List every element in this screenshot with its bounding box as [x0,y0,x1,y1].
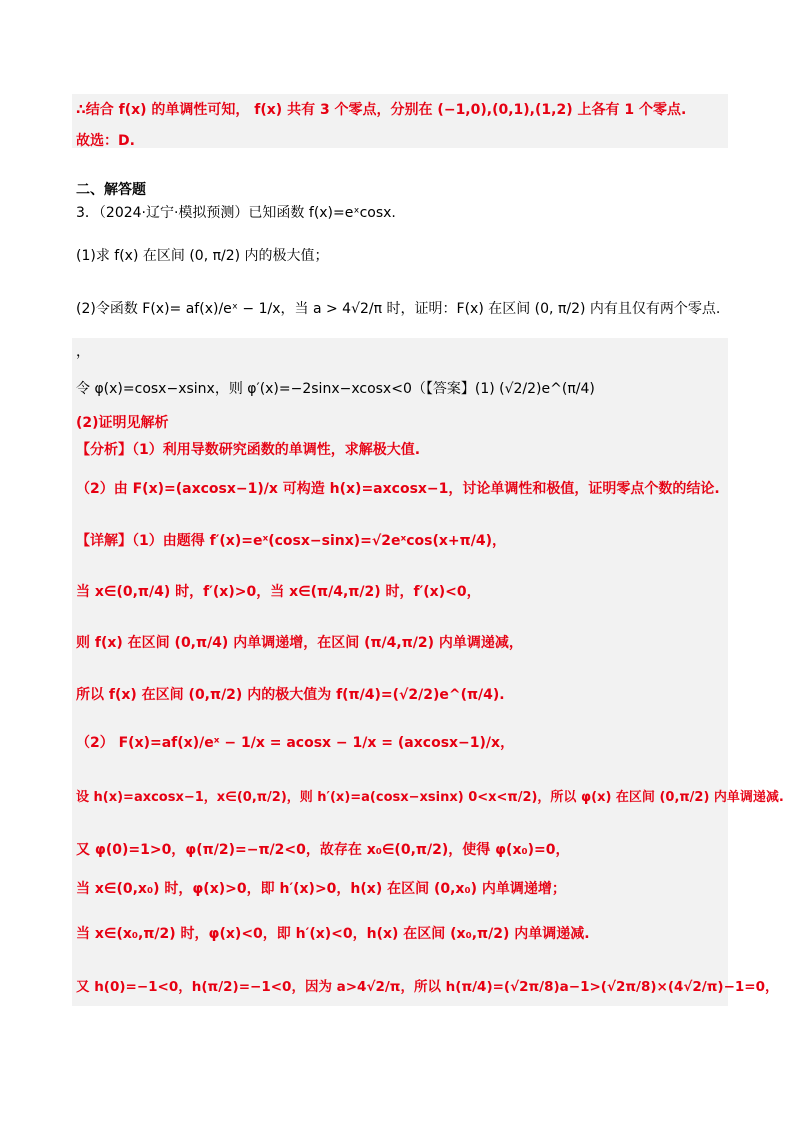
analysis-1: 【分析】（1）利用导数研究函数的单调性，求解极大值. [76,442,421,458]
conclusion-line: ∴结合 f(x) 的单调性可知， f(x) 共有 3 个零点，分别在 (−1,0),(0,1),(1,2) 上各有 1 个零点. [76,102,687,118]
section-heading: 二、解答题 [76,182,146,198]
problem-part-2: (2)令函数 F(x)= af(x)/eˣ − 1/x，当 a > 4√2/π 时，证明：F(x) 在区间 (0, π/2) 内有且仅有两个零点. [76,301,721,317]
choice-line: 故选：D. [76,133,135,149]
detail-phi-values: 又 φ(0)=1>0，φ(π/2)=−π/2<0，故存在 x₀∈(0,π/2)，使得 φ(x₀)=0， [76,842,570,858]
phi-definition-answer: 令 φ(x)=cosx−xsinx，则 φ′(x)=−2sinx−xcosx<0（【答案】(1) (√2/2)e^(π/4) [76,381,595,397]
answer-part-2: (2)证明见解析 [76,415,169,431]
detail-sign: 当 x∈(0,π/4) 时，f′(x)>0，当 x∈(π/4,π/2) 时，f′(x)<0， [76,584,481,600]
detail-decreasing: 当 x∈(x₀,π/2) 时，φ(x)<0，即 h′(x)<0，h(x) 在区间 (x₀,π/2) 内单调递减. [76,926,590,942]
analysis-2: （2）由 F(x)=(axcosx−1)/x 可构造 h(x)=axcosx−1，讨论单调性和极值，证明零点个数的结论. [76,481,720,497]
stray-comma: ， [76,344,90,360]
detail-h-definition: 设 h(x)=axcosx−1，x∈(0,π/2)，则 h′(x)=a(cosx−xsinx) 0<x<π/2)，所以 φ(x) 在区间 (0,π/2) 内单调递减. [76,790,784,805]
detail-monotonic: 则 f(x) 在区间 (0,π/4) 内单调递增，在区间 (π/4,π/2) 内单调递减， [76,635,523,651]
problem-statement: 3．（2024·辽宁·模拟预测）已知函数 f(x)=eˣcosx. [76,205,396,221]
detail-part2-F: （2） F(x)=af(x)/eˣ − 1/x = acosx − 1/x = (axcosx−1)/x， [76,735,515,751]
solution-panel [72,338,728,1006]
problem-part-1: (1)求 f(x) 在区间 (0, π/2) 内的极大值； [76,248,329,264]
detail-h-values: 又 h(0)=−1<0，h(π/2)=−1<0，因为 a>4√2/π，所以 h(π/4)=(√2π/8)a−1>(√2π/8)×(4√2/π)−1=0， [76,979,779,995]
detail-derivative: 【详解】（1）由题得 f′(x)=eˣ(cosx−sinx)=√2eˣcos(x+π/4)， [76,533,506,549]
detail-max-value: 所以 f(x) 在区间 (0,π/2) 内的极大值为 f(π/4)=(√2/2)e^(π/4). [76,687,505,703]
detail-increasing: 当 x∈(0,x₀) 时，φ(x)>0，即 h′(x)>0，h(x) 在区间 (0,x₀) 内单调递增； [76,881,566,897]
